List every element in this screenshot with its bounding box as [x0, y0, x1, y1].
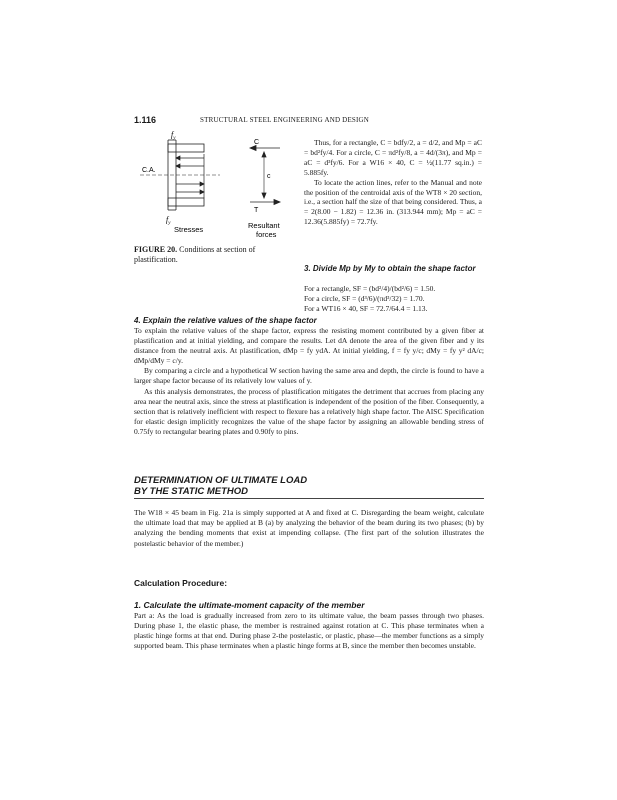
- right-column: [304, 138, 482, 227]
- section-title-line-2: BY THE STATIC METHOD: [134, 486, 248, 497]
- step-4-para-3: As this analysis demonstrates, the process of plastification mitigates the detriment that accrues from placing any area near the neutral axis, since the stress at plastification is independent of the position of the fiber. Consequently, a section that is relatively inefficient with respect to flexure has a relatively high shape factor. The AISC Specification for elastic design implicitly recognizes the value of the shape factor by assigning an allowable bending stress of 0.75fy to rectangular bearing plates and 0.90fy to pins.: [134, 386, 484, 436]
- resultant-label: Resultant: [248, 221, 280, 230]
- step-1-heading: 1. Calculate the ultimate-moment capacity of the member: [134, 600, 365, 610]
- stress-arrows: [176, 154, 204, 198]
- forces-label: forces: [256, 230, 277, 239]
- resultant-forces: [250, 146, 280, 205]
- step-4-para-1: To explain the relative values of the shape factor, express the resisting moment contributed by a given fiber at plastification and at initial yielding, and compare the results. Let dA denote the area of the given fiber and y its distance from the neutral axis. At plastification, dMp = fy ydA. At initial yielding, f = fy y/c; dMy = fy y² dA/c; dMp/dMy = c/y.: [134, 326, 484, 366]
- figure-caption-text: Conditions at section of plastification.: [134, 245, 256, 264]
- section-title-line-1: DETERMINATION OF ULTIMATE LOAD: [134, 475, 308, 486]
- step-4-body: [134, 326, 484, 437]
- shape-factor-line: For a WT16 × 40, SF = 72.7/64.4 = 1.13.: [304, 304, 428, 313]
- shape-factor-line: For a rectangle, SF = (bd²/4)/(bd²/6) = 1.50.: [304, 284, 436, 293]
- fy-bottom-label: $f_y$: [166, 215, 171, 226]
- problem-statement: The W18 × 45 beam in Fig. 21a is simply supported at A and fixed at C. Disregarding the beam weight, calculate the ultimate load that may be applied at B (a) by analyzing the behavior of the beam during its two phases; (b) by analyzing the bending moments that exist at impending collapse. (The first part of the solution illustrates the postelastic behavior of the member.): [134, 508, 484, 548]
- stresses-label: Stresses: [174, 225, 204, 234]
- step-4-para-2: By comparing a circle and a hypothetical W section having the same area and depth, the circle is found to have a larger shape factor because of its relatively low values of y.: [134, 366, 484, 386]
- stress-diagram: [140, 130, 290, 242]
- figure-caption: [134, 245, 282, 265]
- right-para-2: To locate the action lines, refer to the Manual and note the position of the centroidal axis of the WT8 × 20 section, i.e., a section half the size of that being considered. Thus, a = 2(8.00 − 1.82) = 12.36 in. (313.944 mm); Mp = aC = 12.36(5.885fy) = 72.7fy.: [304, 177, 482, 227]
- figure-caption-label: FIGURE 20.: [134, 245, 178, 254]
- step-3-heading: 3. Divide Mp by My to obtain the shape factor: [304, 264, 476, 273]
- section-title: [134, 475, 307, 497]
- calc-procedure-heading: Calculation Procedure:: [134, 578, 228, 588]
- page-number: 1.116: [134, 115, 157, 125]
- right-para-1: Thus, for a rectangle, C = bdfy/2, a = d/2, and Mp = aC = bd²fy/4. For a circle, C = πd²fy/8, a = 4d/(3π), and Mp = aC = d³fy/6. For a W16 × 40, C = ½(11.77 sq.in.) = 5.885fy.: [304, 138, 482, 177]
- shape-factor-list: [304, 284, 482, 314]
- c-label: C: [254, 139, 260, 146]
- ca-label: C.A.: [142, 167, 156, 174]
- step-1-body: Part a: As the load is gradually increased from zero to its ultimate value, the beam passes through two phases. During phase 1, the elastic phase, the member is restrained against rotation at C. This phase terminates when a plastic hinge forms at that end. During phase 2-the postelastic, or plastic, phase—the member functions as a simply supported beam. This phase terminates when a plastic hinge forms at B, since the member then becomes unstable.: [134, 611, 484, 651]
- fy-top-label: $f_y$: [171, 130, 176, 141]
- c-mid-label: c: [267, 173, 271, 180]
- running-title: STRUCTURAL STEEL ENGINEERING AND DESIGN: [200, 116, 370, 124]
- t-label: T: [254, 207, 259, 214]
- figure-20: [140, 130, 290, 242]
- shape-factor-line: For a circle, SF = (d³/6)/(πd³/32) = 1.70.: [304, 294, 425, 303]
- section-divider: [134, 498, 484, 499]
- step-4-heading: 4. Explain the relative values of the shape factor: [134, 316, 317, 325]
